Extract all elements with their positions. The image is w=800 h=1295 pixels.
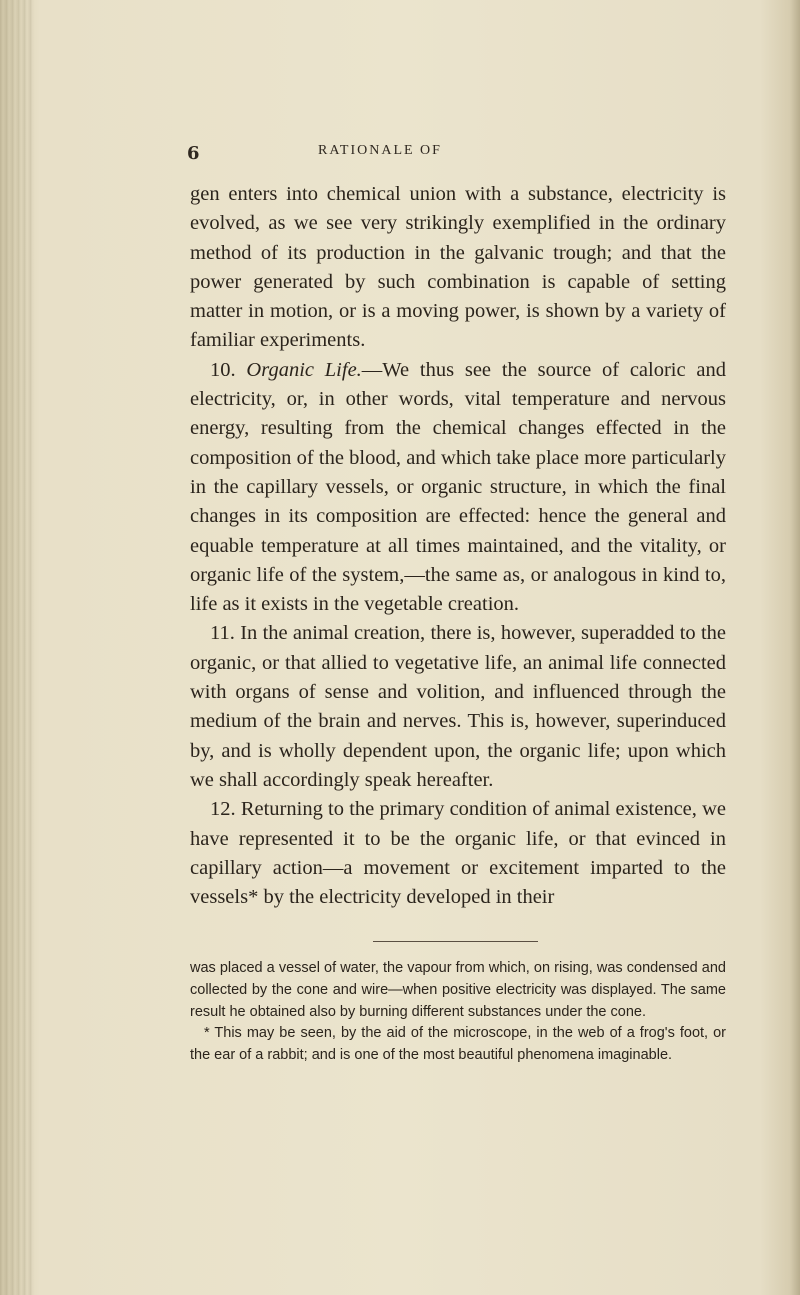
footnotes: [190, 958, 726, 1067]
binding-gutter: [0, 0, 34, 1295]
paragraph-11: [190, 619, 726, 795]
page-number: 6: [187, 143, 200, 164]
paragraph-text: —We thus see the source of caloric and electricity, or, in other words, vital temperature and nervous energy, resulting from the chemical changes effected in the composition of the blood, and which take place more particularly in the capillary vessels, or organic structure, in which the final changes in its composition are effected: hence the general and equable temperature at all times maintained, and the vitality, or organic life of the system,—the same as, or analogous in kind to, life as it exists in the vegetable creation.: [190, 358, 726, 616]
paragraph-number: 10.: [210, 358, 236, 381]
footnote-star: * This may be seen, by the aid of the microscope, in the web of a frog's foot, or the ear of a rabbit; and is one of the most beautiful phenomena imaginable.: [190, 1025, 726, 1064]
paragraph-text: Returning to the primary condition of animal existence, we have represented it to be the organic life, or that evinced in capillary action—a movement or excitement imparted to the vessels* by the electricity developed in their: [190, 798, 727, 909]
footnote-continuation: was placed a vessel of water, the vapour from which, on rising, was condensed and collected by the cone and wire—when positive electricity was displayed. The same result he obtained also by burning different substances under the cone.: [190, 960, 726, 1020]
footnote-divider: [373, 941, 538, 942]
paragraph-12: [190, 795, 726, 912]
paragraph-10: [190, 356, 726, 620]
paragraph-continuation: gen enters into chemical union with a substance, electricity is evolved, as we see very strikingly exemplified in the ordinary method of its production in the galvanic trough; and that the power generated by such combination is capable of setting matter in motion, or is a moving power, is shown by a variety of familiar experiments.: [190, 183, 726, 352]
paragraph-number: 11.: [210, 622, 235, 645]
paragraph-number: 12.: [210, 798, 236, 821]
running-head: RATIONALE OF: [318, 143, 442, 158]
section-title: Organic Life.: [246, 358, 362, 381]
paragraph-text: In the animal creation, there is, however, superadded to the organic, or that allied to vegetative life, an animal life connected with organs of sense and volition, and influenced through the medium of the brain and nerves. This is, however, superinduced by, and is wholly dependent upon, the organic life; upon which we shall accordingly speak hereafter.: [190, 622, 726, 791]
body-text: [190, 180, 726, 912]
page-header: [187, 143, 560, 173]
